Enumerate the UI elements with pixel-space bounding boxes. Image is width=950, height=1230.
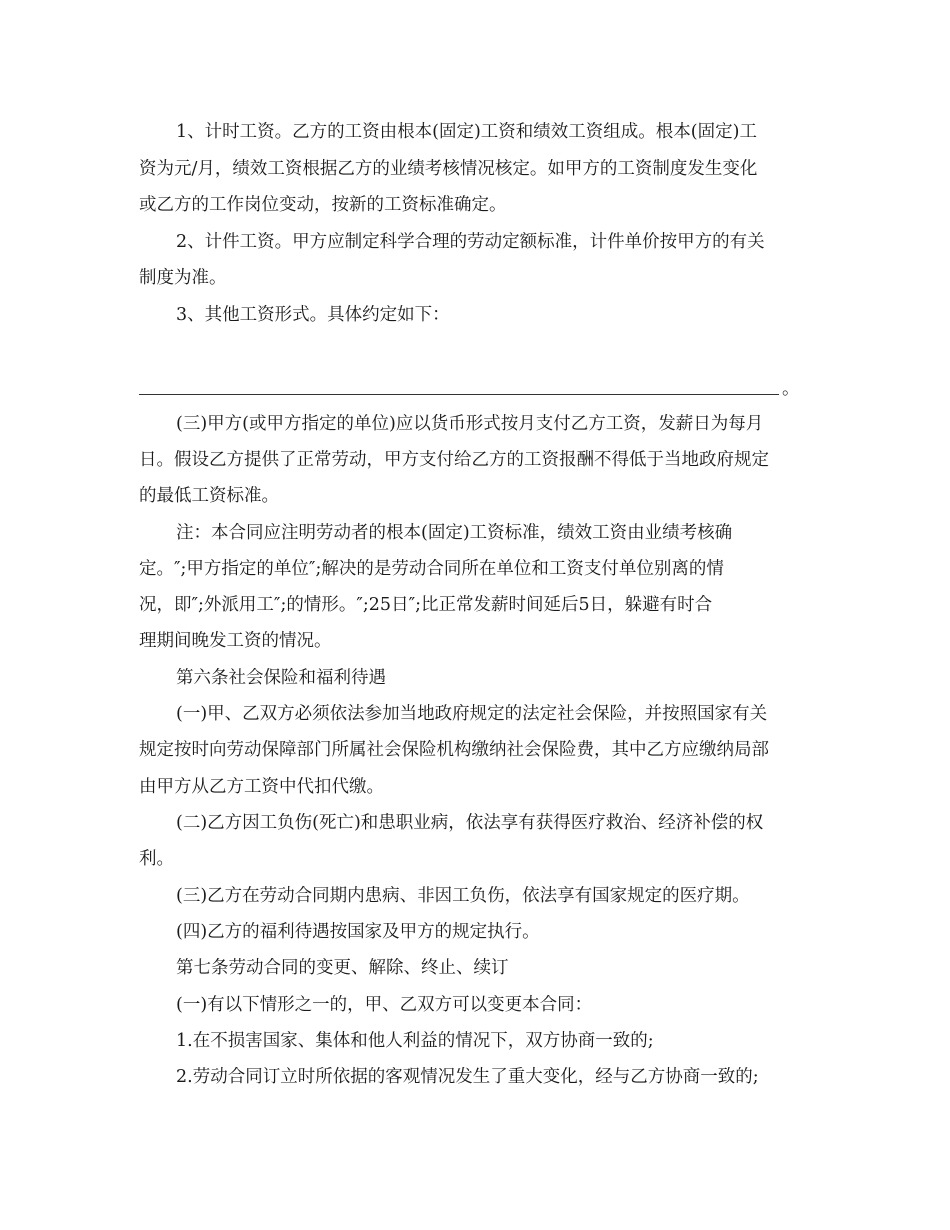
note-line: 理期间晚发工资的情况。	[139, 631, 332, 651]
paragraph-line: 资为元/月，绩效工资根据乙方的业绩考核情况核定。如甲方的工资制度发生变化	[139, 159, 758, 179]
list-item: 1.在不损害国家、集体和他人利益的情况下，双方协商一致的;	[176, 1031, 654, 1051]
paragraph-line: 的最低工资标准。	[139, 486, 279, 506]
paragraph-line: (四)乙方的福利待遇按国家及甲方的规定执行。	[176, 922, 540, 942]
paragraph-line: 由甲方从乙方工资中代扣代缴。	[139, 777, 384, 797]
paragraph-line: 或乙方的工作岗位变动，按新的工资标准确定。	[139, 195, 507, 215]
note-line: 况，即″;外派用工″;的情形。″;25日″;比正常发薪时间延后5日，躲避有时合	[139, 595, 713, 615]
section-heading: 第六条社会保险和福利待遇	[176, 668, 386, 688]
note-line: 注：本合同应注明劳动者的根本(固定)工资标准，绩效工资由业绩考核确	[176, 523, 733, 543]
paragraph-line: 3、其他工资形式。具体约定如下：	[176, 305, 450, 325]
paragraph-line: (三)乙方在劳动合同期内患病、非因工负伤，依法享有国家规定的医疗期。	[176, 886, 750, 906]
list-item: 2.劳动合同订立时所依据的客观情况发生了重大变化，经与乙方协商一致的;	[176, 1067, 759, 1087]
section-heading: 第七条劳动合同的变更、解除、终止、续订	[176, 958, 509, 978]
paragraph-line: (二)乙方因工负伤(死亡)和患职业病，依法享有获得医疗救治、经济补偿的权	[176, 813, 764, 833]
note-line: 定。″;甲方指定的单位″;解决的是劳动合同所在单位和工资支付单位别离的情	[139, 559, 724, 579]
paragraph-line: (一)甲、乙双方必须依法参加当地政府规定的法定社会保险，并按照国家有关	[176, 704, 768, 724]
blank-terminator: 。	[782, 379, 800, 399]
paragraph-line: 日。假设乙方提供了正常劳动，甲方支付给乙方的工资报酬不得低于当地政府规定	[139, 450, 769, 470]
fill-in-blank-line	[139, 394, 779, 395]
paragraph-line: 1、计时工资。乙方的工资由根本(固定)工资和绩效工资组成。根本(固定)工	[176, 122, 757, 142]
paragraph-line: 2、计件工资。甲方应制定科学合理的劳动定额标准，计件单价按甲方的有关	[176, 232, 765, 252]
paragraph-line: 规定按时向劳动保障部门所属社会保险机构缴纳社会保险费，其中乙方应缴纳局部	[139, 740, 769, 760]
paragraph-line: (三)甲方(或甲方指定的单位)应以货币形式按月支付乙方工资，发薪日为每月	[176, 414, 764, 434]
paragraph-line: 制度为准。	[139, 268, 227, 288]
paragraph-line: 利。	[139, 849, 174, 869]
paragraph-line: (一)有以下情形之一的，甲、乙双方可以变更本合同：	[176, 995, 593, 1015]
